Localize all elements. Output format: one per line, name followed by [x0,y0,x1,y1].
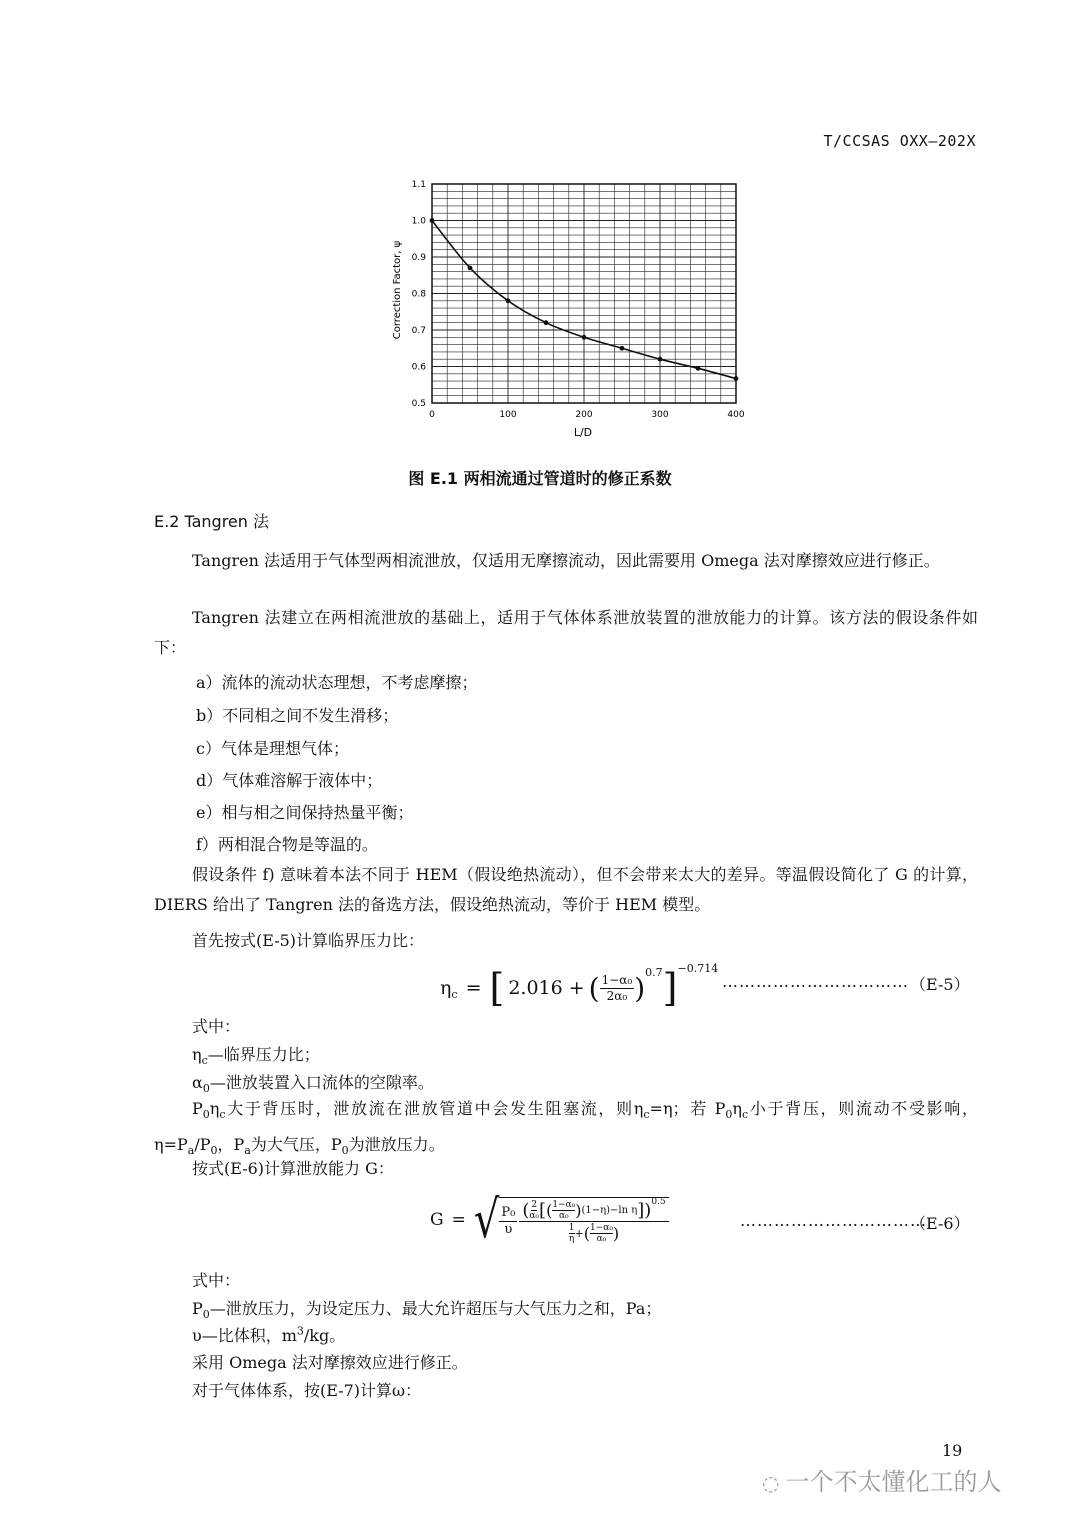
equation-e6: G = √ P₀ υ ( 2 α₀ [ ( 1−α₀ α₀ ) (1−η)−ln η ] ) $^{0.5}$ 1 η + ( 1−α₀ α₀ ) [430,1186,669,1254]
equation-e5-number: （E-5） [910,975,970,994]
data-point [620,346,625,351]
x-tick-label: 100 [499,410,517,420]
data-point [468,266,473,271]
equation-e5: η $_c$ = [ 2.016 + ( 1−α₀ 2α₀ ) $^{0.7}$ ] $^{-0.714}$ [440,961,719,1010]
assumption-e: e）相与相之间保持热量平衡； [196,803,414,822]
figure-caption: 图 E.1 两相流通过管道时的修正系数 [408,469,672,488]
x-tick-label: 0 [429,410,435,420]
paragraph-2: Tangren 法建立在两相流泄放的基础上，适用于气体体系泄放装置的泄放能力的计算。该方法的假设条件如下： [154,608,978,657]
paragraph-5: 采用 Omega 法对摩擦效应进行修正。 [192,1353,468,1372]
assumption-d: d）气体难溶解于液体中； [196,771,383,790]
section-title: E.2 Tangren 法 [154,512,269,531]
y-tick-label: 0.6 [411,362,426,373]
data-point [696,366,701,371]
data-point [506,298,511,303]
equation-e6-leader: …………………………… [740,1211,927,1230]
y-tick-label: 0.8 [411,289,426,300]
wechat-icon: ◌ [762,1471,780,1495]
watermark: ◌ 一个不太懂化工的人 [762,1468,1002,1496]
where-1-def-eta: $\eta_c—$临界压力比； [192,1045,320,1068]
where-2-def-v: υ—比体积，$m^3/kg$。 [192,1324,346,1345]
calc-e6-intro: 按式(E-6)计算泄放能力 G： [192,1159,394,1178]
y-tick-label: 0.7 [411,326,426,336]
paragraph-3: 假设条件 f) 意味着本法不同于 HEM（假设绝热流动），但不会带来太大的差异。等温假设简化了 G 的计算，DIERS 给出了 Tangren 法的备选方法，假设绝热流动，等价于 HEM 模型。 [154,865,978,914]
paragraph-4: 首先按式(E-5)计算临界压力比： [192,931,425,950]
x-axis-label: L/D [573,426,593,439]
y-tick-label: 1.0 [411,216,426,227]
equation-e6-number: （E-6） [910,1214,970,1233]
data-point [430,218,435,223]
y-tick-label: 0.5 [411,399,426,409]
data-point [658,357,663,362]
y-tick-label: 1.1 [411,180,426,190]
data-point [582,335,587,340]
equation-e5-leader: …………………………… [722,972,909,991]
standard-number: T/CCSAS OXX—202X [823,132,976,150]
assumption-a: a）流体的流动状态理想，不考虑摩擦； [196,673,478,692]
paragraph-condition: $P_0\eta_c$大于背压时，泄放流在泄放管道中会发生阻塞流，则$\eta_c=\eta$；若 $P_0\eta_c$小于背压，则流动不受影响，$\eta=P_a/P_0$，$P_a$为大气压，$P_0$为泄放压力。 [154,1099,978,1158]
where-2-def-p0: $P_0—$泄放压力，为设定压力、最大允许超压与大气压力之和，Pa； [192,1299,662,1322]
where-1-title: 式中： [192,1017,241,1036]
page-number: 19 [942,1441,963,1460]
x-tick-label: 300 [651,410,669,420]
assumption-f: f）两相混合物是等温的。 [196,835,378,854]
where-1-def-alpha: $\alpha_0—$泄放装置入口流体的空隙率。 [192,1073,434,1096]
assumption-b: b）不同相之间不发生滑移； [196,706,399,725]
paragraph-1: Tangren 法适用于气体型两相流泄放，仅适用无摩擦流动，因此需要用 Omega 法对摩擦效应进行修正。 [192,551,940,570]
data-point [544,320,549,325]
data-point [734,376,739,381]
chart-grid [432,184,736,403]
where-2-title: 式中： [192,1271,241,1290]
x-tick-label: 400 [727,410,745,420]
y-axis-label: Correction Factor, ψ [392,240,403,340]
y-tick-label: 0.9 [411,253,426,263]
correction-factor-chart [370,170,770,445]
x-tick-label: 200 [575,410,593,420]
paragraph-6: 对于气体体系，按(E-7)计算ω： [192,1381,422,1400]
assumption-c: c）气体是理想气体； [196,739,349,758]
